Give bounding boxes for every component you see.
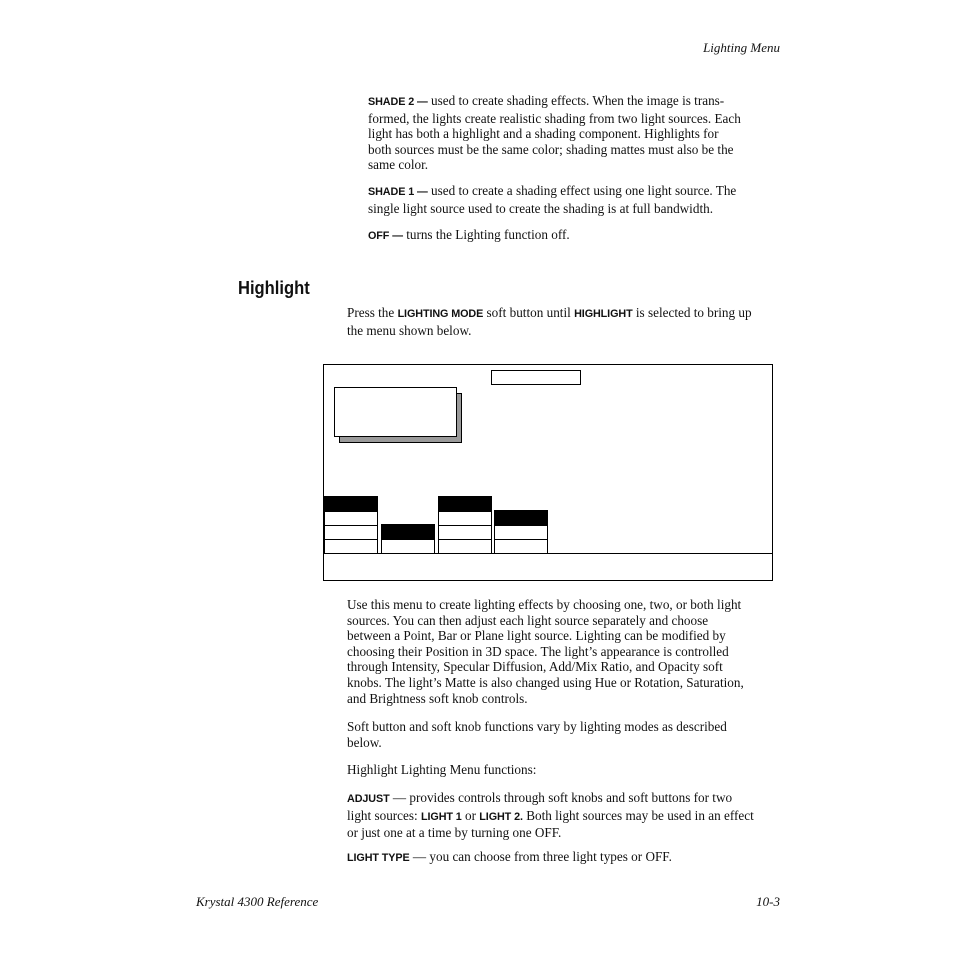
shade2-line-5: same color. bbox=[368, 157, 429, 173]
section-heading: Highlight bbox=[238, 278, 310, 298]
shade2-line-4: both sources must be the same color; shading mattes must also be the bbox=[368, 141, 734, 157]
body-paragraph-2 bbox=[347, 719, 787, 750]
lighttype-paragraph bbox=[347, 849, 787, 867]
footer-title: Krystal 4300 Reference bbox=[196, 894, 319, 909]
adjust-paragraph bbox=[347, 790, 787, 841]
para1-line: and Brightness soft knob controls. bbox=[347, 690, 528, 706]
shade1-paragraph bbox=[368, 183, 788, 216]
off-text: turns the Lighting function off. bbox=[402, 227, 570, 242]
shade1-line-2: single light source used to create the shading is at full bandwidth. bbox=[368, 200, 713, 216]
adjust-line-3: or just one at a time by turning one OFF. bbox=[347, 825, 562, 841]
lighttype-keyword: LIGHT TYPE bbox=[347, 852, 410, 864]
adjust-line-2 bbox=[347, 808, 787, 826]
soft-button bbox=[438, 526, 492, 540]
para1-line: Use this menu to create lighting effects by choosing one, two, or both light bbox=[347, 597, 742, 612]
info-panel bbox=[334, 387, 457, 437]
shade2-line-3: light has both a highlight and a shading component. Highlights for bbox=[368, 126, 719, 142]
adjust-text: Both light sources may be used in an effect bbox=[522, 807, 754, 823]
shade2-keyword: SHADE 2 — bbox=[368, 96, 428, 108]
para1-line: sources. You can then adjust each light source separately and choose bbox=[347, 612, 709, 628]
intro-line-2: the menu shown below. bbox=[347, 322, 472, 338]
soft-button bbox=[494, 526, 548, 540]
menu-title-field bbox=[491, 370, 581, 385]
soft-button-column-4 bbox=[494, 510, 548, 554]
soft-button bbox=[438, 540, 492, 554]
intro-text-a: Press the bbox=[347, 305, 398, 320]
soft-button bbox=[324, 512, 378, 526]
soft-button-column-2 bbox=[381, 524, 435, 554]
soft-button-header bbox=[381, 524, 435, 540]
light1-keyword: LIGHT 1 bbox=[421, 810, 462, 823]
adjust-keyword: ADJUST bbox=[347, 793, 390, 805]
para1-line: knobs. The light’s Matte is also changed using Hue or Rotation, Saturation, bbox=[347, 674, 744, 690]
highlight-intro bbox=[347, 305, 787, 338]
para3-line: Highlight Lighting Menu functions: bbox=[347, 762, 537, 777]
soft-button-column-3 bbox=[438, 496, 492, 554]
highlight-keyword: HIGHLIGHT bbox=[574, 308, 633, 320]
intro-text-c: is selected to bring up bbox=[632, 305, 752, 320]
adjust-text: — provides controls through soft knobs and soft buttons for two bbox=[389, 790, 733, 805]
shade2-paragraph bbox=[368, 93, 788, 173]
para1-line: through Intensity, Specular Diffusion, Add/Mix Ratio, and Opacity soft bbox=[347, 659, 723, 675]
page-number: 10-3 bbox=[756, 894, 780, 909]
off-paragraph bbox=[368, 227, 788, 245]
para2-line: below. bbox=[347, 734, 382, 750]
shade1-keyword: SHADE 1 — bbox=[368, 186, 428, 198]
lighting-mode-keyword: LIGHTING MODE bbox=[397, 308, 484, 320]
shade1-line-1 bbox=[368, 183, 788, 201]
off-line bbox=[368, 227, 788, 245]
shade1-text: used to create a shading effect using one light source. The bbox=[427, 183, 737, 198]
light2-keyword: LIGHT 2. bbox=[479, 810, 523, 823]
soft-button-header bbox=[324, 496, 378, 512]
off-keyword: OFF — bbox=[368, 230, 403, 242]
soft-button-column-1 bbox=[324, 496, 378, 554]
adjust-line-1 bbox=[347, 790, 787, 808]
soft-button bbox=[494, 540, 548, 554]
para2-line: Soft button and soft knob functions vary by lighting modes as described bbox=[347, 719, 727, 734]
intro-text-b: soft button until bbox=[483, 305, 575, 320]
soft-button bbox=[381, 540, 435, 554]
menu-diagram bbox=[323, 364, 773, 581]
lighttype-text: — you can choose from three light types or OFF. bbox=[409, 849, 672, 864]
shade2-line-2: formed, the lights create realistic shading from two light sources. Each bbox=[368, 110, 741, 126]
shade2-text: used to create shading effects. When the image is trans- bbox=[427, 93, 725, 108]
running-header: Lighting Menu bbox=[703, 40, 780, 55]
soft-button-header bbox=[494, 510, 548, 526]
para1-line: between a Point, Bar or Plane light source. Lighting can be modified by bbox=[347, 628, 726, 644]
adjust-text: light sources: bbox=[347, 807, 421, 823]
intro-line-1 bbox=[347, 305, 787, 323]
body-paragraph-1 bbox=[347, 597, 787, 706]
body-paragraph-3 bbox=[347, 762, 787, 778]
lighttype-line bbox=[347, 849, 787, 867]
shade2-line-1 bbox=[368, 93, 788, 111]
para1-line: choosing their Position in 3D space. The light’s appearance is controlled bbox=[347, 643, 729, 659]
soft-button-header bbox=[438, 496, 492, 512]
soft-button bbox=[324, 526, 378, 540]
adjust-text: or bbox=[461, 807, 480, 823]
soft-button bbox=[324, 540, 378, 554]
menu-divider bbox=[324, 553, 772, 554]
soft-button bbox=[438, 512, 492, 526]
